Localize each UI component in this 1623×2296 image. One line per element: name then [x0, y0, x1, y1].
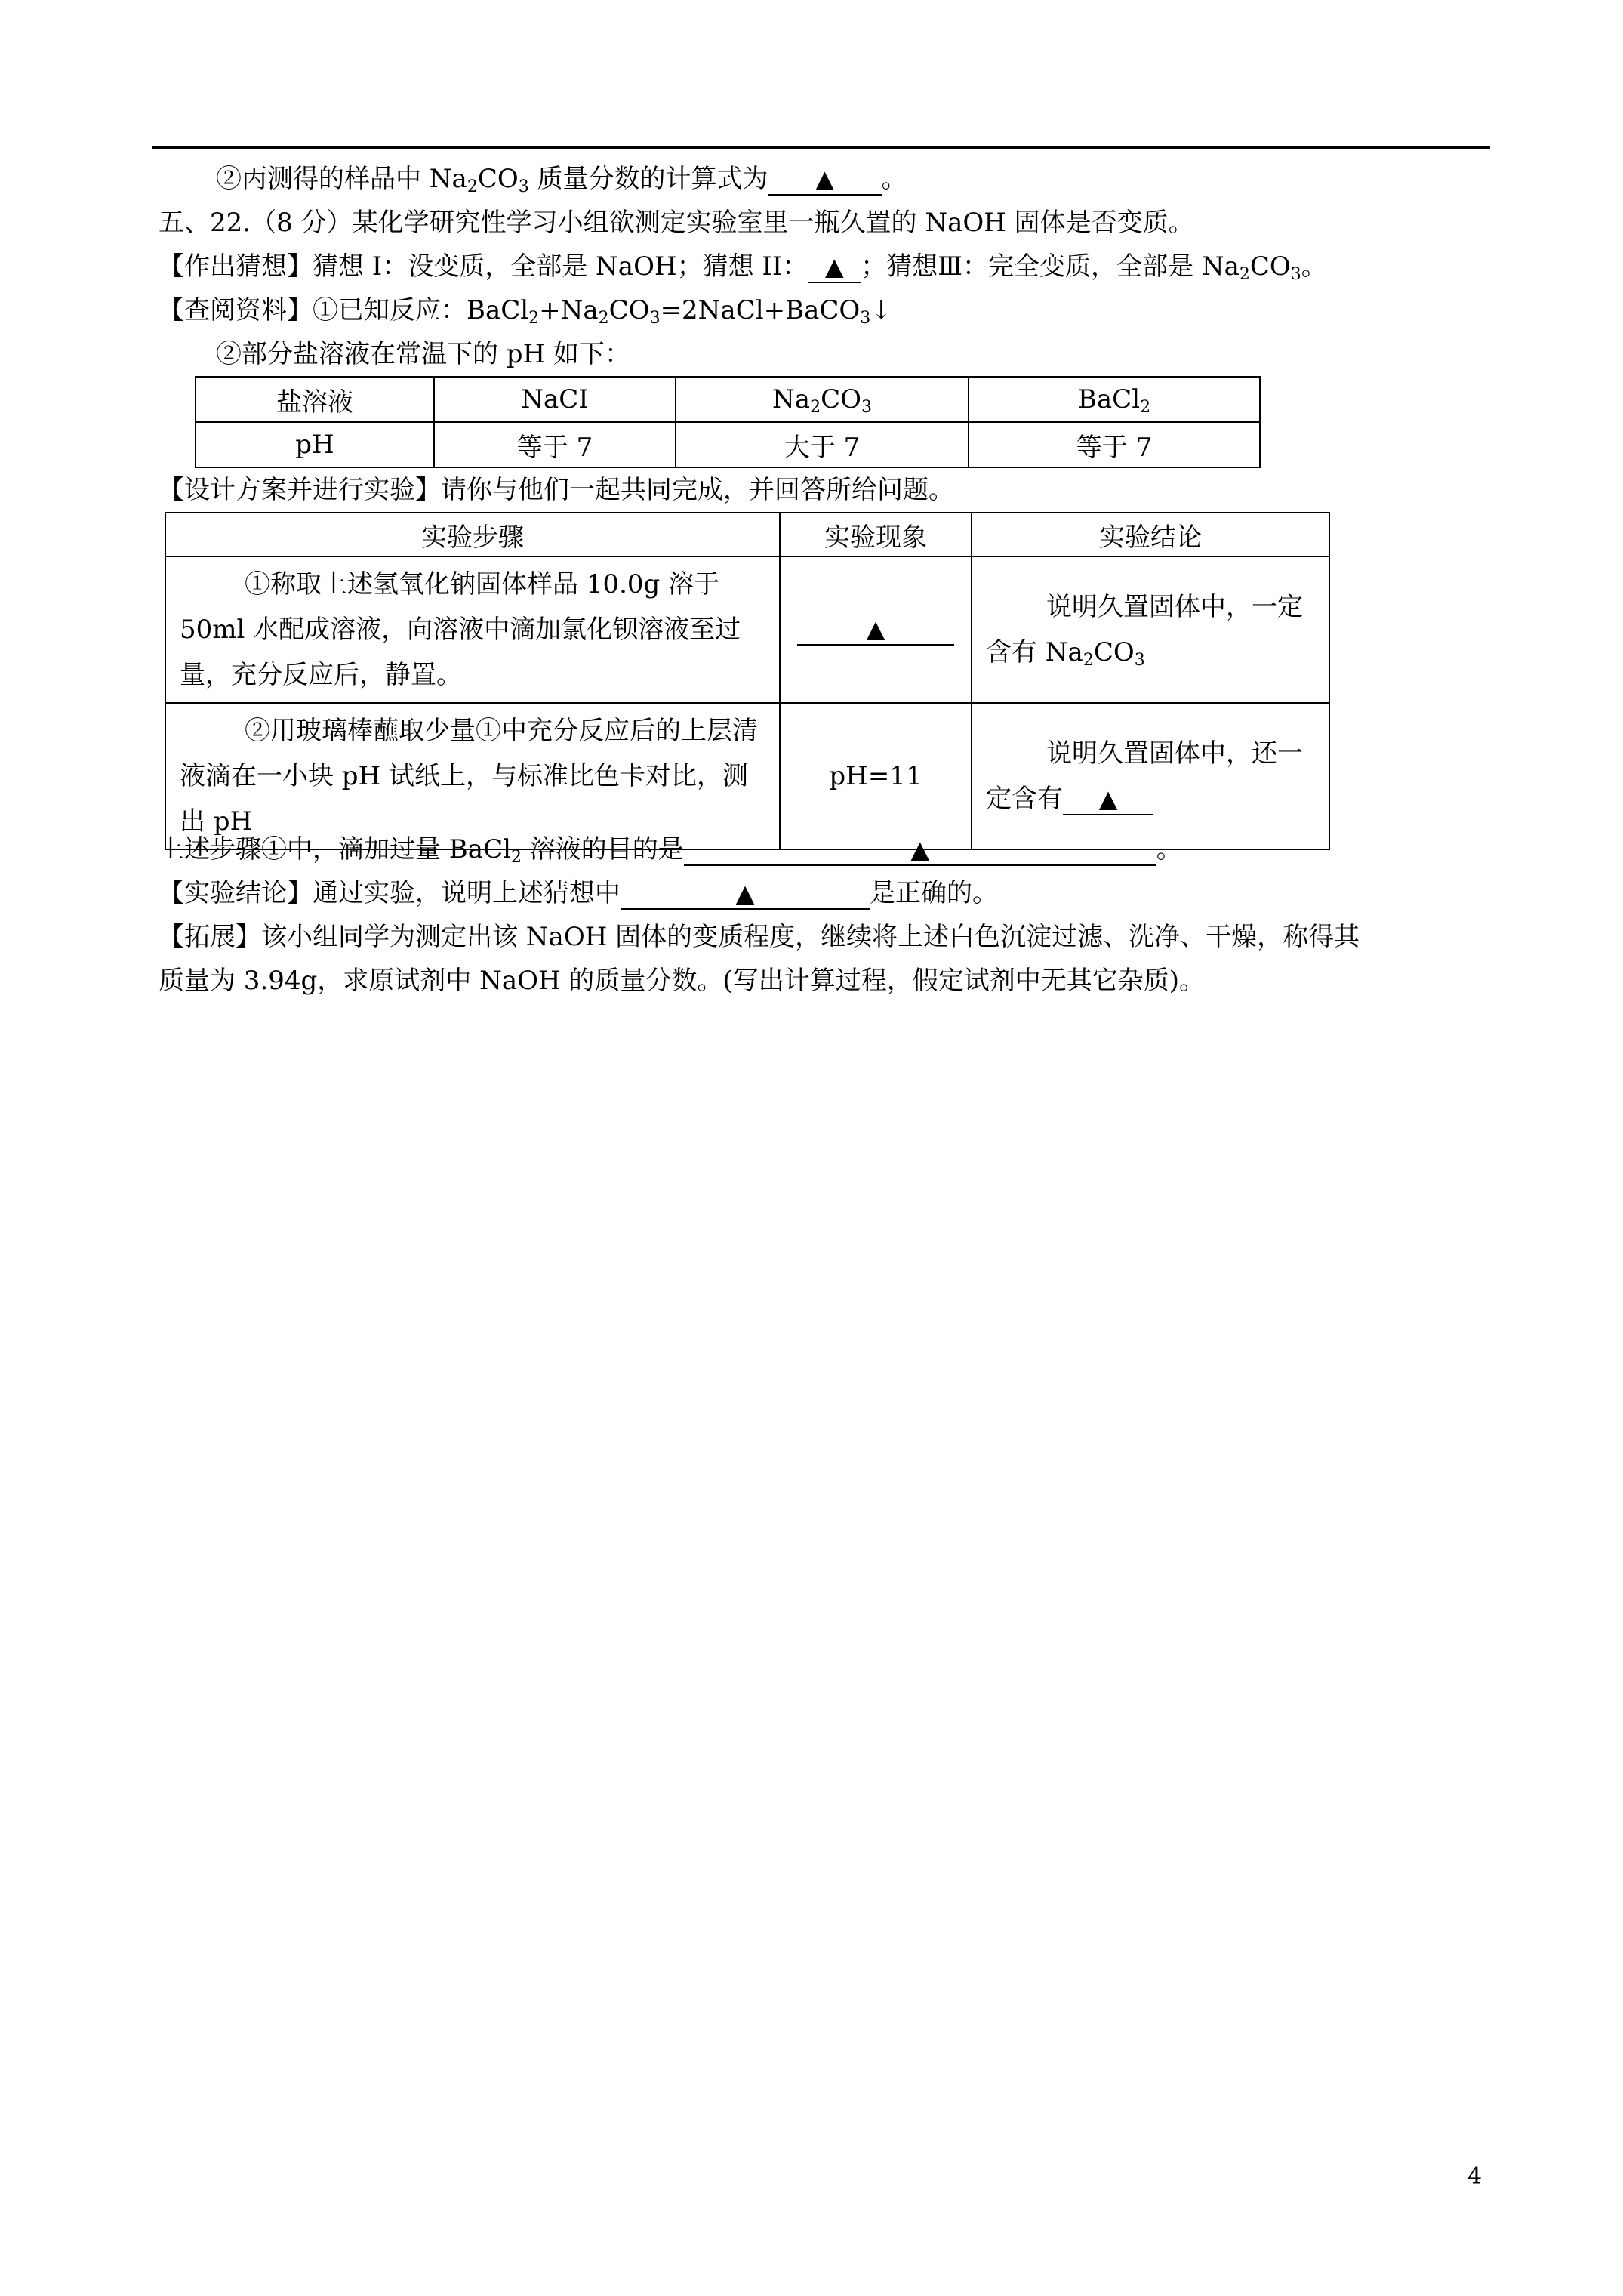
- step-text: ②用玻璃棒蘸取少量①中充分反应后的上层清液滴在一小块 pH 试纸上，与标准比色卡对比，测出 pH: [180, 716, 758, 837]
- ph-table: [195, 376, 1261, 468]
- table-header: 实验步骤: [165, 513, 780, 556]
- purpose-blank[interactable]: ▲: [684, 834, 1156, 866]
- phenomenon-blank[interactable]: ▲: [797, 614, 954, 646]
- table-row: [165, 703, 1329, 849]
- conclusion-line: 【实验结论】通过实验，说明上述猜想中 ▲ 是正确的。: [159, 878, 998, 908]
- experiment-table: [165, 512, 1330, 850]
- table-header: 实验现象: [780, 513, 972, 556]
- conclusion-text: 说明久置固体中，还一定含有 ▲: [986, 738, 1303, 814]
- table-cell: 盐溶液: [196, 377, 434, 422]
- table-cell: pH=11: [780, 703, 972, 849]
- table-cell: [165, 556, 780, 703]
- table-row: [196, 422, 1260, 467]
- extension-line-1: 【拓展】该小组同学为测定出该 NaOH 固体的变质程度，继续将上述白色沉淀过滤、洗净、干燥，称得其: [159, 922, 1360, 952]
- hypothesis-blank[interactable]: ▲: [808, 251, 861, 283]
- page-number: 4: [1467, 2163, 1483, 2190]
- table-cell: 大于 7: [676, 422, 969, 467]
- design-line: 【设计方案并进行实验】请你与他们一起共同完成，并回答所给问题。: [159, 475, 954, 505]
- table-cell: [165, 703, 780, 849]
- header-rule: [152, 146, 1490, 149]
- conclusion-text: 说明久置固体中，一定含有 $Na_2CO_3$: [986, 592, 1303, 670]
- table-header: 实验结论: [972, 513, 1329, 556]
- table-cell: [780, 556, 972, 703]
- purpose-line: 上述步骤①中，滴加过量 BaCl$_2$ 溶液的目的是 ▲ 。: [159, 834, 1182, 867]
- extension-line-2: 质量为 3.94g，求原试剂中 NaOH 的质量分数。(写出计算过程，假定试剂中无其它杂质)。: [159, 966, 1205, 996]
- table-cell: pH: [196, 422, 434, 467]
- table-row: [165, 556, 1329, 703]
- conclusion-blank[interactable]: ▲: [1063, 784, 1153, 815]
- table-row: [196, 377, 1260, 422]
- reference-reaction: 【查阅资料】①已知反应：$BaCl_2+Na_2CO_3=2NaCl+BaCO_3↓$: [159, 295, 892, 328]
- table-cell: [972, 703, 1329, 849]
- down-arrow-icon: ↓: [870, 295, 892, 325]
- sub-question-text: ②丙测得的样品中 $Na_2CO_3$ 质量分数的计算式为 ▲ 。: [216, 164, 907, 196]
- step-text: ①称取上述氢氧化钠固体样品 10.0g 溶于 50ml 水配成溶液，向溶液中滴加氯化钡溶液至过量，充分反应后，静置。: [180, 569, 741, 690]
- question-heading: 五、22.（8 分）某化学研究性学习小组欲测定实验室里一瓶久置的 NaOH 固体是否变质。: [159, 208, 1194, 238]
- table-cell: 等于 7: [434, 422, 676, 467]
- ph-intro: ②部分盐溶液在常温下的 pH 如下：: [216, 339, 631, 369]
- conclusion-blank[interactable]: ▲: [621, 878, 870, 910]
- table-cell: NaCI: [434, 377, 676, 422]
- table-cell: [972, 556, 1329, 703]
- table-row: [165, 513, 1329, 556]
- table-cell: BaCl$_2$: [969, 377, 1260, 422]
- hypothesis-line: 【作出猜想】猜想 I：没变质，全部是 NaOH；猜想 II： ▲ ；猜想Ⅲ：完全变质，全部是 $Na_2CO_3$。: [159, 251, 1327, 284]
- answer-blank[interactable]: ▲: [768, 164, 882, 196]
- table-cell: 等于 7: [969, 422, 1260, 467]
- table-cell: $Na_2CO_3$: [676, 377, 969, 422]
